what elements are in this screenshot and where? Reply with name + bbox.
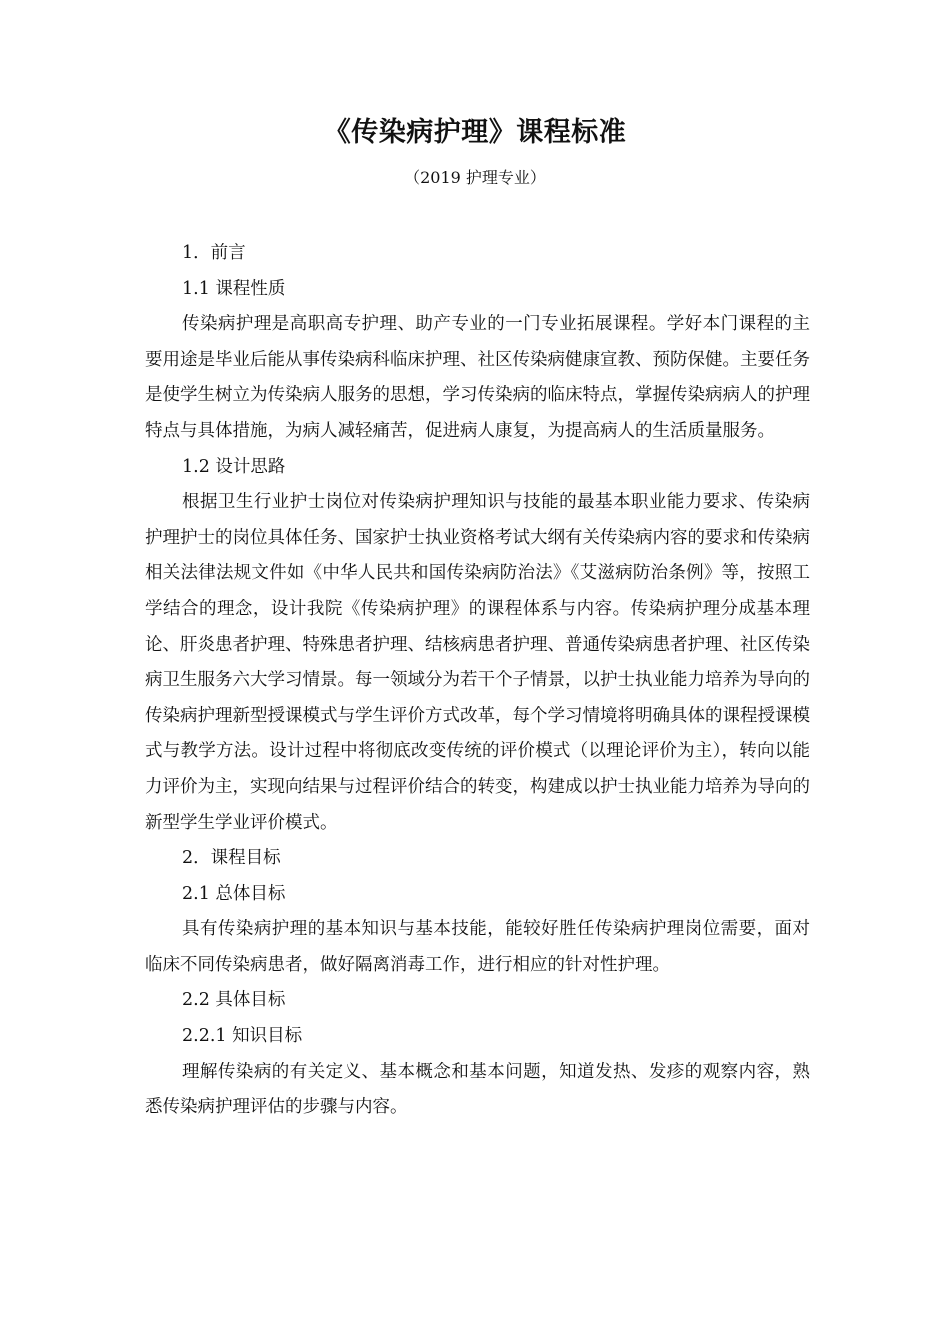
paragraph-course-nature: 传染病护理是高职高专护理、助产专业的一门专业拓展课程。学好本门课程的主要用途是毕业后能从事传染病科临床护理、社区传染病健康宣教、预防保健。主要任务是使学生树立为传染病人服务的思想，学习传染病的临床特点，掌握传染病病人的护理特点与具体措施，为病人减轻痛苦，促进病人康复，为提高病人的生活质量服务。 (145, 314, 810, 441)
paragraph-design-idea: 根据卫生行业护士岗位对传染病护理知识与技能的最基本职业能力要求、传染病护理护士的岗位具体任务、国家护士执业资格考试大纲有关传染病内容的要求和传染病相关法律法规文件如《中华人民共和国传染病防治法》《艾滋病防治条例》等，按照工学结合的理念，设计我院《传染病护理》的课程体系与内容。传染病护理分成基本理论、肝炎患者护理、特殊患者护理、结核病患者护理、普通传染病患者护理、社区传染病卫生服务六大学习情景。每一领域分为若干个子情景，以护士执业能力培养为导向的传染病护理新型授课模式与学生评价方式改革，每个学习情境将明确具体的课程授课模式与教学方法。设计过程中将彻底改变传统的评价模式（以理论评价为主），转向以能力评价为主，实现向结果与过程评价结合的转变，构建成以护士执业能力培养为导向的新型学生学业评价模式。 (145, 492, 810, 833)
document-body (145, 236, 810, 1126)
section-heading-overall-goals: 2.1 总体目标 (182, 883, 286, 904)
section-heading-preface: 1．前言 (182, 243, 246, 263)
document-subtitle: （2019 护理专业） (404, 168, 546, 187)
document-title: 《传染病护理》课程标准 (323, 117, 627, 148)
paragraph-knowledge-goals: 理解传染病的有关定义、基本概念和基本问题，知道发热、发疹的观察内容，熟悉传染病护理评估的步骤与内容。 (145, 1061, 810, 1118)
section-heading-course-goals: 2．课程目标 (182, 848, 281, 869)
section-heading-specific-goals: 2.2 具体目标 (182, 990, 286, 1011)
section-heading-knowledge-goals: 2.2.1 知识目标 (182, 1026, 303, 1047)
section-heading-design-idea: 1.2 设计思路 (182, 456, 286, 477)
paragraph-overall-goals: 具有传染病护理的基本知识与基本技能，能较好胜任传染病护理岗位需要，面对临床不同传染病患者，做好隔离消毒工作，进行相应的针对性护理。 (145, 919, 810, 975)
section-heading-course-nature: 1.1 课程性质 (182, 278, 286, 299)
